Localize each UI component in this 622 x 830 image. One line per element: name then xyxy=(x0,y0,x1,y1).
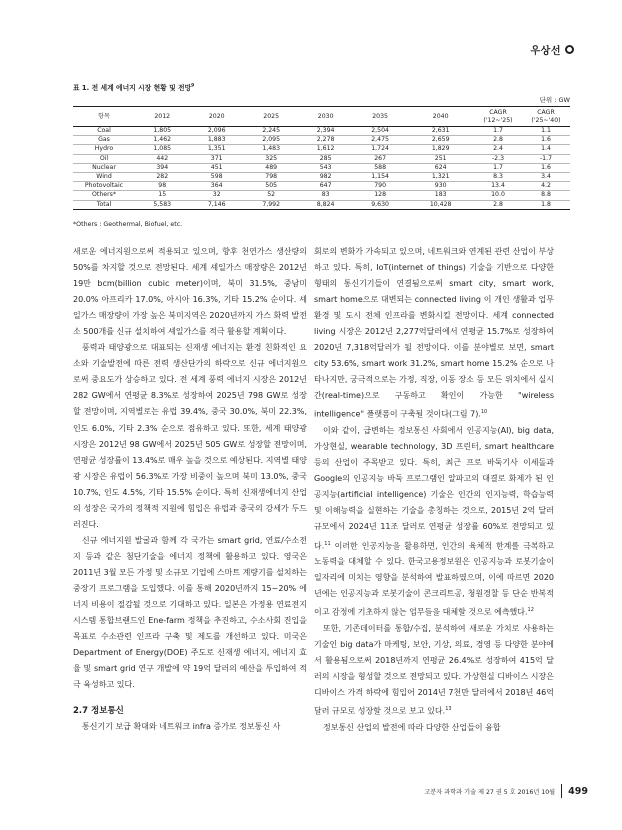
table-row xyxy=(73,145,570,154)
paragraph xyxy=(314,621,554,720)
table-cell: 10,428 xyxy=(407,200,474,209)
section-heading: 2.7 정보통신 xyxy=(73,706,124,717)
table-cell: 1,085 xyxy=(135,145,189,154)
header-2030: 2030 xyxy=(298,107,352,127)
table-cell: 13.4 xyxy=(474,182,522,191)
table-cell: 4.2 xyxy=(522,182,570,191)
row-label: Gas xyxy=(73,136,135,145)
table-cell: 1,612 xyxy=(298,145,352,154)
table-cell: 1,321 xyxy=(407,173,474,182)
table-cell: 505 xyxy=(244,182,298,191)
reference-mark: 13 xyxy=(445,706,452,713)
row-label: Wind xyxy=(73,173,135,182)
table-cell: 2,504 xyxy=(353,127,407,136)
table-cell: 1,462 xyxy=(135,136,189,145)
paragraph-text: 회로의 변화가 가속되고 있으며, 네트워크와 연계된 관련 산업이 부상하고 있다. 특히, IoT(internet of things) 기술을 기반으로 다양한 형태의 통신기기들이 연결됨으로써 smart city, smart work, smart home으로 대변되는 connected living 이 개인 생활과 업무환경 및 도시 전체 인프라를 변화시킬 전망이다. 세계 connected living 시장은 2012년 2,277억달러에서 연평균 15.7%로 성장하여 2020년 7,318억달러가 될 전망이다. 이를 분야별로 보면, smart city 53.6%, smart work 31.2%, smart home 15.2% 순으로 나타나지만, 궁극적으로는 가정, 직장, 이동 장소 등 모든 위치에서 실시간(real-time)으로 구동하고 확인이 가능한 "wireless intelligence" 플랫폼이 구축될 것이다(그림 7). xyxy=(314,247,554,420)
table-row xyxy=(73,173,570,182)
table-cell: 1.7 xyxy=(474,163,522,172)
table-cell: 371 xyxy=(189,154,243,163)
table-row xyxy=(73,163,570,172)
table-cell: 2,394 xyxy=(298,127,352,136)
paragraph xyxy=(314,423,554,621)
row-label: Nuclear xyxy=(73,163,135,172)
table-cell: 2.8 xyxy=(474,136,522,145)
table-cell: 3.4 xyxy=(522,173,570,182)
table-cell: 543 xyxy=(298,163,352,172)
energy-market-table xyxy=(73,106,570,210)
table-cell: 2,095 xyxy=(244,136,298,145)
header-2020: 2020 xyxy=(189,107,243,127)
table-cell: 2,475 xyxy=(353,136,407,145)
table-cell: 451 xyxy=(189,163,243,172)
header-cagr-12-25: CAGR ('12~'25) xyxy=(474,107,522,127)
header-2035: 2035 xyxy=(353,107,407,127)
table-row xyxy=(73,200,570,209)
table-cell: 1,483 xyxy=(244,145,298,154)
table-cell: 98 xyxy=(135,182,189,191)
table-cell: 1.6 xyxy=(522,136,570,145)
table-row xyxy=(73,191,570,200)
table-cell: 8.3 xyxy=(474,173,522,182)
table-cell: 267 xyxy=(353,154,407,163)
row-label: Coal xyxy=(73,127,135,136)
table-cell: 798 xyxy=(244,173,298,182)
table-cell: 2.8 xyxy=(474,200,522,209)
table-cell: 10.0 xyxy=(474,191,522,200)
table-cell: 588 xyxy=(353,163,407,172)
table-cell: 7,992 xyxy=(244,200,298,209)
row-label: Oil xyxy=(73,154,135,163)
table-cell: 598 xyxy=(189,173,243,182)
paragraph: 통신기기 보급 확대와 네트워크 infra 증가로 정보통신 사 xyxy=(82,722,281,732)
table-cell: 8.8 xyxy=(522,191,570,200)
page-footer xyxy=(424,784,588,798)
table-cell: 325 xyxy=(244,154,298,163)
table-cell: 285 xyxy=(298,154,352,163)
table-cell: 364 xyxy=(189,182,243,191)
reference-mark: 11 xyxy=(324,540,331,547)
table-cell: 1,883 xyxy=(189,136,243,145)
table-cell: 2,245 xyxy=(244,127,298,136)
table-caption xyxy=(73,82,194,92)
table-cell: 647 xyxy=(298,182,352,191)
paragraph: 풍력과 태양광으로 대표되는 신재생 에너지는 환경 친화적인 요소와 기술발전에 따른 전력 생산단가의 하락으로 신규 에너지원으로써 중요도가 상승하고 있다. 전 세계 풍력 에너지 시장은 2012년 282 GW에서 연평균 8.3%로 성장하여 2025년 798 GW로 성장할 전망이며, 지역별로는 유럽 39.4%, 중국 30.0%, 북미 22.3%, 인도 6.0%, 기타 2.3% 순으로 점유하고 있다. 또한, 세계 태양광 시장은 2012년 98 GW에서 2025년 505 GW로 성장할 전망이며, 연평균 성장률이 13.4%로 매우 높을 것으로 예상된다. 지역별 태양광 시장은 유럽이 56.3%로 가장 비중이 높으며 북미 13.0%, 중국 10.7%, 인도 4.5%, 기타 15.5% 순이다. 특히 신재생에너지 산업의 성장은 국가의 정책적 지원에 힘입은 유럽과 중국의 강세가 두드러진다. xyxy=(73,343,307,529)
table-cell: 2,631 xyxy=(407,127,474,136)
table-cell: 1.8 xyxy=(522,200,570,209)
table-cell: 183 xyxy=(407,191,474,200)
table-cell: 442 xyxy=(135,154,189,163)
footer-divider xyxy=(561,784,562,798)
table-body xyxy=(73,127,570,210)
paragraph-text: 이러한 인공지능을 활용하면, 인간의 육체적 한계를 극복하고 노동력을 대체할 수 있다. 한국고용정보원은 인공지능과 로봇기술이 일자리에 미치는 영향을 분석하여 발표하였으며, 이에 따르면 2020년에는 인공지능과 로봇기술이 콘크리트공, 청원경찰 등 단순 반복적이고 감정에 기초하지 않는 업무들을 대체할 것으로 예측했다. xyxy=(314,541,554,617)
left-column xyxy=(73,244,307,735)
right-column xyxy=(314,244,554,736)
row-label: Others* xyxy=(73,191,135,200)
table-cell: 52 xyxy=(244,191,298,200)
table-cell: 394 xyxy=(135,163,189,172)
author-label: 우상선 xyxy=(530,46,561,57)
table-cell: 790 xyxy=(353,182,407,191)
row-label: Total xyxy=(73,200,135,209)
table-cell: 1,351 xyxy=(189,145,243,154)
table-cell: 251 xyxy=(407,154,474,163)
paragraph-text: 이와 같이, 급변하는 정보통신 사회에서 인공지능(AI), big data, 가상현실, wearable technology, 3D 프린터, smart healthcare 등의 산업이 주목받고 있다. 특히, 최근 프로 바둑기사 이세돌과 Google의 인공지능 바둑 프로그램인 알파고의 대결로 화제가 된 인공지능(artificial intelligence) 기술은 인간의 인지능력, 학습능력 및 이해능력을 실현하는 기술을 총칭하는 것으로, 2015년 2억 달러 규모에서 2024년 11조 달러로 연평균 성장률 60%로 전망되고 있다. xyxy=(314,426,554,551)
table-cell: 8,824 xyxy=(298,200,352,209)
table-cell: 2.4 xyxy=(474,145,522,154)
table-cell: 2,096 xyxy=(189,127,243,136)
table-cell: 32 xyxy=(189,191,243,200)
table-cell: 489 xyxy=(244,163,298,172)
table-cell: 1,829 xyxy=(407,145,474,154)
header-cagr-25-40: CAGR ('25~'40) xyxy=(522,107,570,127)
reference-mark: 12 xyxy=(527,607,534,614)
header-2040: 2040 xyxy=(407,107,474,127)
header-item: 항목 xyxy=(73,107,135,127)
table-cell: 1,724 xyxy=(353,145,407,154)
table-cell: 282 xyxy=(135,173,189,182)
table-cell: 982 xyxy=(298,173,352,182)
table-cell: 624 xyxy=(407,163,474,172)
paragraph xyxy=(314,244,554,423)
table-cell: 15 xyxy=(135,191,189,200)
paragraph-text: 또한, 기존데이터를 통합/수집, 분석하여 새로운 가치로 사용하는 기술인 big data가 마케팅, 보안, 기상, 의료, 경영 등 다양한 분야에서 활용됨으로써 2018년까지 연평균 26.4%로 성장하여 415억 달러의 시장을 형성할 것으로 전망되고 있다. 가상현실 디바이스 시장은 디바이스 가격 하락에 힘입어 2014년 7천만 달러에서 2018년 46억 달러 규모로 성장할 것으로 보고 있다. xyxy=(314,624,554,716)
paragraph: 새로운 에너지원으로써 적용되고 있으며, 향후 천연가스 생산량의 50%를 차지할 것으로 전망된다. 세계 셰일가스 매장량은 2012년 19만 bcm(billion cubic meter)이며, 북미 31.5%, 중남미 20.0% 아프리카 17.0%, 아시아 16.3%, 기타 15.2% 순이다. 셰일가스 매장량이 가장 높은 북미지역은 2020년까지 가스 화력 발전소 500개를 신규 설치하여 셰일가스를 적극 활용할 계획이다. xyxy=(73,247,307,337)
table-cell: 128 xyxy=(353,191,407,200)
table-cell: 2,659 xyxy=(407,136,474,145)
table-cell: 1.6 xyxy=(522,163,570,172)
table-footnote: *Others : Geothermal, Biofuel, etc. xyxy=(73,221,183,228)
journal-info: 고분자 과학과 기술 제 27 권 5 호 2016년 10월 xyxy=(424,788,556,796)
table-cell: 930 xyxy=(407,182,474,191)
table-row xyxy=(73,127,570,136)
page-number: 499 xyxy=(568,785,588,797)
table-cell: 1,805 xyxy=(135,127,189,136)
table-header-row xyxy=(73,107,570,127)
author-name xyxy=(531,42,574,57)
table-cell: -2.3 xyxy=(474,154,522,163)
table-cell: 9,630 xyxy=(353,200,407,209)
table-cell: 1.4 xyxy=(522,145,570,154)
table-cell: 7,146 xyxy=(189,200,243,209)
table-cell: 1.7 xyxy=(474,127,522,136)
table-caption-ref: 9 xyxy=(191,83,195,89)
paragraph: 신규 에너지원 발굴과 함께 각 국가는 smart grid, 연료/수소전지 등과 같은 첨단기술을 에너지 정책에 활용하고 있다. 영국은 2011년 3월 모든 가정 및 소규모 기업에 스마트 계량기를 설치하는 중장기 프로그램을 도입했다. 이를 통해 2020년까지 15~20% 에너지 비용이 절감될 것으로 기대하고 있다. 일본은 가정용 연료전지 시스템 통합브랜드인 Ene-farm 정책을 추진하고, 수소사회 진입을 목표로 수소관련 인프라 구축 및 제도를 개선하고 있다. 미국은 Department of Energy(DOE) 주도로 신재생 에너지, 에너지 효율 및 smart grid 연구 개발에 약 19억 달러의 예산을 투입하여 적극 육성하고 있다. xyxy=(73,535,307,690)
table-cell: 5,583 xyxy=(135,200,189,209)
table-cell: 83 xyxy=(298,191,352,200)
table-unit: 단위 : GW xyxy=(539,96,570,104)
header-2025: 2025 xyxy=(244,107,298,127)
row-label: Hydro xyxy=(73,145,135,154)
row-label: Photovoltaic xyxy=(73,182,135,191)
table-row xyxy=(73,182,570,191)
table-cell: -1.7 xyxy=(522,154,570,163)
header-2012: 2012 xyxy=(135,107,189,127)
table-row xyxy=(73,136,570,145)
paragraph: 정보통신 산업의 발전에 따라 다양한 산업들이 융합 xyxy=(323,722,501,732)
table-caption-text: 표 1. 전 세계 에너지 시장 현황 및 전망 xyxy=(73,84,192,92)
circle-icon xyxy=(565,45,574,54)
table-row xyxy=(73,154,570,163)
table-cell: 2,278 xyxy=(298,136,352,145)
reference-mark: 10 xyxy=(480,409,488,416)
table-cell: 1.1 xyxy=(522,127,570,136)
table-cell: 1,154 xyxy=(353,173,407,182)
